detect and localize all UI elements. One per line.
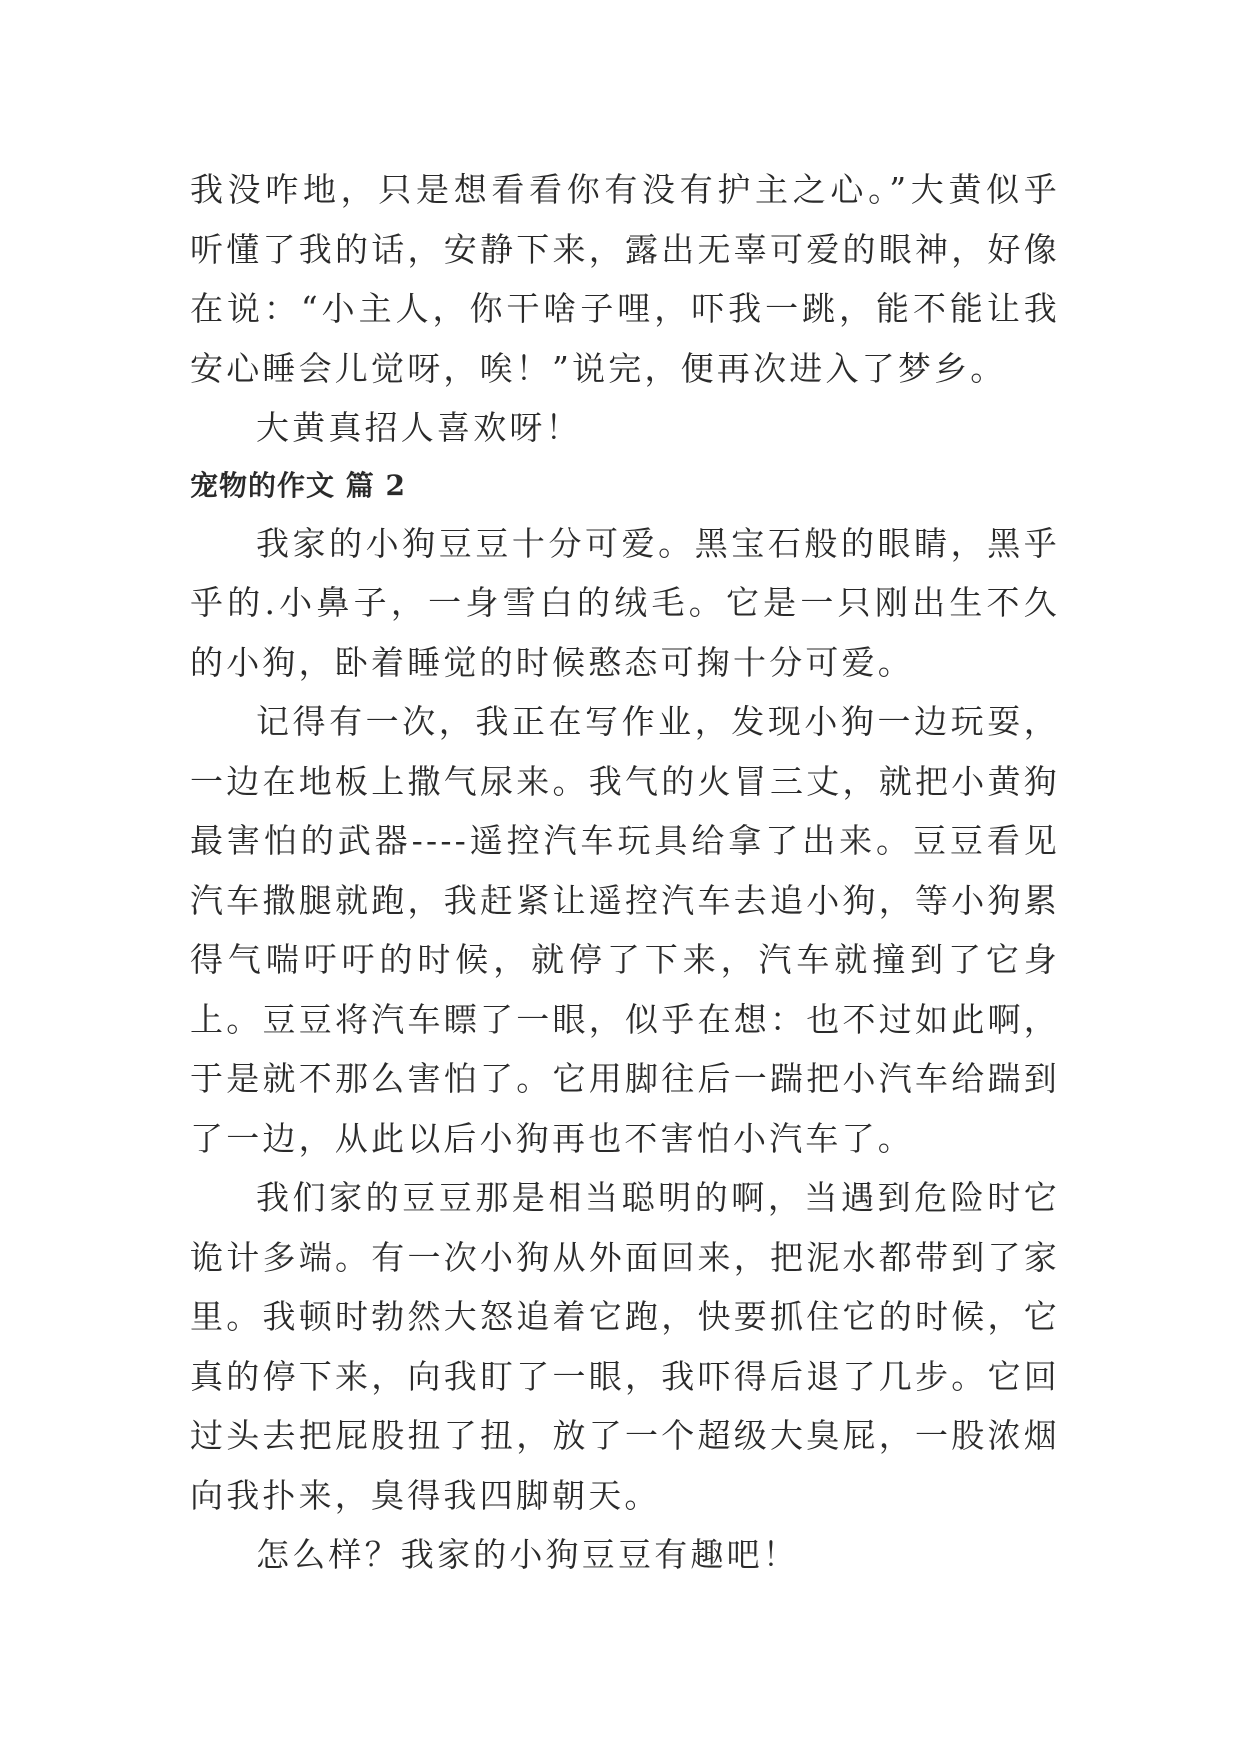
paragraph-closing: 大黄真招人喜欢呀！ bbox=[256, 408, 582, 447]
section-paragraph-4: 怎么样？我家的小狗豆豆有趣吧！ bbox=[256, 1535, 799, 1574]
section-title: 宠物的作文 篇 2 bbox=[190, 468, 406, 502]
document-body bbox=[190, 160, 1060, 1585]
section-paragraph-2: 记得有一次，我正在写作业，发现小狗一边玩耍，一边在地板上撒气尿来。我气的火冒三丈，就把小黄狗最害怕的武器----遥控汽车玩具给拿了出来。豆豆看见汽车撒腿就跑，我赶紧让遥控汽车去追小狗，等小狗累得气喘吁吁的时候，就停了下来，汽车就撞到了它身上。豆豆将汽车瞟了一眼，似乎在想：也不过如此啊，于是就不那么害怕了。它用脚往后一踹把小汽车给踹到了一边，从此以后小狗再也不害怕小汽车了。 bbox=[190, 702, 1060, 1158]
section-paragraph-1: 我家的小狗豆豆十分可爱。黑宝石般的眼睛，黑乎乎的.小鼻子，一身雪白的绒毛。它是一只刚出生不久的小狗，卧着睡觉的时候憨态可掬十分可爱。 bbox=[190, 523, 1060, 682]
paragraph-continued: 我没咋地，只是想看看你有没有护主之心。”大黄似乎听懂了我的话，安静下来，露出无辜可爱的眼神，好像在说：“小主人，你干啥子哩，吓我一跳，能不能让我安心睡会儿觉呀，唉！”说完，便再次进入了梦乡。 bbox=[190, 170, 1060, 388]
section-paragraph-3: 我们家的豆豆那是相当聪明的啊，当遇到危险时它诡计多端。有一次小狗从外面回来，把泥水都带到了家里。我顿时勃然大怒追着它跑，快要抓住它的时候，它真的停下来，向我盯了一眼，我吓得后退了几步。它回过头去把屁股扭了扭，放了一个超级大臭屁，一股浓烟向我扑来，臭得我四脚朝天。 bbox=[190, 1178, 1060, 1515]
